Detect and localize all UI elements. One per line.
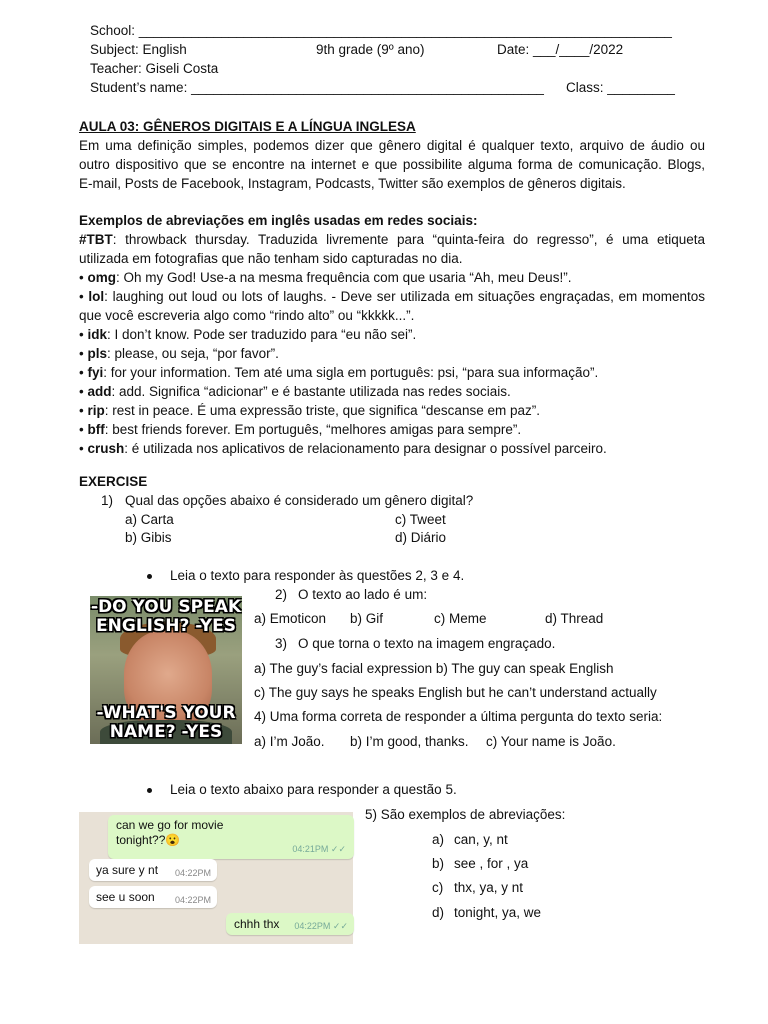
- intro-line-1: Em uma definição simples, podemos dizer que gênero digital é qualquer texto, arquivo de áudio ou: [79, 138, 705, 153]
- q1-option-c: c) Tweet: [395, 512, 446, 527]
- chat-time: 04:21PM ✓✓: [292, 844, 346, 854]
- bullet-dot: [147, 788, 152, 793]
- q2-option-a: a) Emoticon: [254, 611, 327, 626]
- student-name-field: Student’s name: _______________________________________________: [90, 80, 544, 95]
- q2-option-b: b) Gif: [350, 611, 384, 626]
- list-item: • omg: Oh my God! Use-a na mesma frequência com que usaria “Ah, meu Deus!”.: [79, 270, 572, 285]
- q5-option-d-letter: d): [432, 905, 445, 920]
- item-term: lol: [88, 289, 105, 304]
- q1-option-b: b) Gibis: [125, 530, 172, 545]
- item-text: : Oh my God! Use-a na mesma frequência com que usaria “Ah, meu Deus!”.: [116, 270, 572, 285]
- item-text: : rest in peace. É uma expressão triste, que significa “descanse em paz”.: [104, 403, 540, 418]
- tbt-term: #TBT: [79, 232, 113, 247]
- intro-line-3: E-mail, Posts de Facebook, Instagram, Podcasts, Twitter são exemplos de gêneros digitais.: [79, 176, 626, 191]
- chat-text: can we go for movie: [116, 818, 224, 832]
- q4-option-a: a) I’m João.: [254, 734, 325, 749]
- item-text: : add. Significa “adicionar” e é bastante utilizada nas redes sociais.: [111, 384, 511, 399]
- list-item: • bff: best friends forever. Em português, “melhores amigas para sempre”.: [79, 422, 522, 437]
- list-item: • pls: please, ou seja, “por favor”.: [79, 346, 279, 361]
- q1-text: Qual das opções abaixo é considerado um gênero digital?: [125, 493, 474, 508]
- item-term: crush: [87, 441, 125, 456]
- subject-label: Subject: English: [90, 42, 187, 57]
- chat-text: chhh thx: [234, 917, 280, 931]
- q5-option-a-letter: a): [432, 832, 445, 847]
- item-text: : please, ou seja, “por favor”.: [107, 346, 279, 361]
- grade-label: 9th grade (9º ano): [316, 42, 425, 57]
- meme-caption-bottom-2: NAME? -YES: [109, 722, 223, 742]
- tbt-line: [79, 230, 705, 249]
- class-field: Class: _________: [566, 80, 675, 95]
- q2-option-c: c) Meme: [434, 611, 487, 626]
- q2-number: 2): [275, 587, 288, 602]
- item-term: fyi: [87, 365, 104, 380]
- item-text: : I don’t know. Pode ser traduzido para “eu não sei”.: [107, 327, 417, 342]
- q3-number: 3): [275, 636, 288, 651]
- q3-option-c: c) The guy says he speaks English but he can’t understand actually: [254, 685, 657, 700]
- list-item: • idk: I don’t know. Pode ser traduzido para “eu não sei”.: [79, 327, 417, 342]
- q5-text: 5) São exemplos de abreviações:: [365, 807, 566, 822]
- meme-caption-bottom-1: -WHAT'S YOUR: [96, 703, 236, 723]
- item-text: : laughing out loud ou lots of laughs. - Deve ser utilizada em situações engraçadas, em momentos: [104, 289, 705, 304]
- item-term: add: [87, 384, 112, 399]
- chat-time: 04:22PM: [174, 868, 211, 878]
- q4-option-c: c) Your name is João.: [486, 734, 616, 749]
- q1-number: 1): [101, 493, 114, 508]
- tbt-line-2: utilizada em fotografias que não tenham sido capturadas no dia.: [79, 251, 463, 266]
- q4-text: 4) Uma forma correta de responder a última pergunta do texto seria:: [254, 709, 663, 724]
- meme-caption-top-1: -DO YOU SPEAK: [90, 597, 242, 617]
- q4-option-b: b) I’m good, thanks.: [350, 734, 469, 749]
- instruction-1: Leia o texto para responder às questões 2, 3 e 4.: [170, 568, 465, 583]
- item-term: rip: [87, 403, 105, 418]
- q5-option-b-letter: b): [432, 856, 445, 871]
- q3-options-ab: a) The guy’s facial expression b) The guy can speak English: [254, 661, 614, 676]
- school-field: School: _______________________________________________________________________: [90, 23, 672, 38]
- bullet-dot: [147, 574, 152, 579]
- chat-message-in: [89, 859, 217, 881]
- item-term: bff: [87, 422, 105, 437]
- lesson-title: AULA 03: GÊNEROS DIGITAIS E A LÍNGUA INGLESA: [79, 119, 416, 134]
- chat-text: see u soon: [96, 890, 155, 904]
- chat-message-out: [226, 913, 354, 935]
- item-term: omg: [87, 270, 116, 285]
- exercise-heading: EXERCISE: [79, 474, 148, 489]
- item-text: : é utilizada nos aplicativos de relacionamento para designar o possível parceiro.: [124, 441, 607, 456]
- q5-option-d-text: tonight, ya, we: [454, 905, 542, 920]
- q2-option-d: d) Thread: [545, 611, 604, 626]
- list-item: • fyi: for your information. Tem até uma sigla em português: psi, “para sua informação”.: [79, 365, 599, 380]
- list-item: • rip: rest in peace. É uma expressão triste, que significa “descanse em paz”.: [79, 403, 540, 418]
- teacher-label: Teacher: Giseli Costa: [90, 61, 219, 76]
- intro-line-2: outro dispositivo que se encontre na internet e que possibilite alguma forma de comunicação. Blogs,: [79, 157, 705, 172]
- item-text: : best friends forever. Em português, “melhores amigas para sempre”.: [104, 422, 522, 437]
- list-item: • lol: laughing out loud ou lots of laughs. - Deve ser utilizada em situações engraçadas, em momentos: [79, 289, 705, 304]
- item-term: pls: [87, 346, 108, 361]
- q1-option-a: a) Carta: [125, 512, 174, 527]
- chat-time: 04:22PM ✓✓: [294, 921, 348, 931]
- date-field: Date: ___/____/2022: [497, 42, 624, 57]
- q2-text: O texto ao lado é um:: [298, 587, 428, 602]
- item-text-cont: que você escreveria algo como “rindo alto” ou “kkkkk...”.: [79, 308, 415, 323]
- chat-time: 04:22PM: [174, 895, 211, 905]
- q5-option-a-text: can, y, nt: [454, 832, 508, 847]
- item-term: idk: [87, 327, 108, 342]
- chat-screenshot: [79, 812, 353, 944]
- q1-option-d: d) Diário: [395, 530, 447, 545]
- q5-option-c-letter: c): [432, 880, 444, 895]
- meme-image: [90, 596, 242, 744]
- chat-text: tonight??😮: [116, 833, 181, 847]
- list-item: • add: add. Significa “adicionar” e é bastante utilizada nas redes sociais.: [79, 384, 511, 399]
- meme-caption-top-2: ENGLISH? -YES: [96, 616, 236, 636]
- list-item: • crush: é utilizada nos aplicativos de relacionamento para designar o possível parceiro.: [79, 441, 607, 456]
- tbt-definition: : throwback thursday. Traduzida livremente para “quinta-feira do regresso”, é uma etiqueta: [112, 232, 705, 247]
- q5-option-c-text: thx, ya, y nt: [454, 880, 524, 895]
- chat-message-out: [108, 815, 354, 859]
- instruction-2: Leia o texto abaixo para responder a questão 5.: [170, 782, 457, 797]
- chat-message-in: [89, 886, 217, 908]
- chat-text: ya sure y nt: [96, 863, 159, 877]
- q5-option-b-text: see , for , ya: [454, 856, 529, 871]
- item-text: : for your information. Tem até uma sigla em português: psi, “para sua informação”.: [103, 365, 599, 380]
- q3-text: O que torna o texto na imagem engraçado.: [298, 636, 556, 651]
- examples-heading: Exemplos de abreviações em inglês usadas em redes sociais:: [79, 213, 478, 228]
